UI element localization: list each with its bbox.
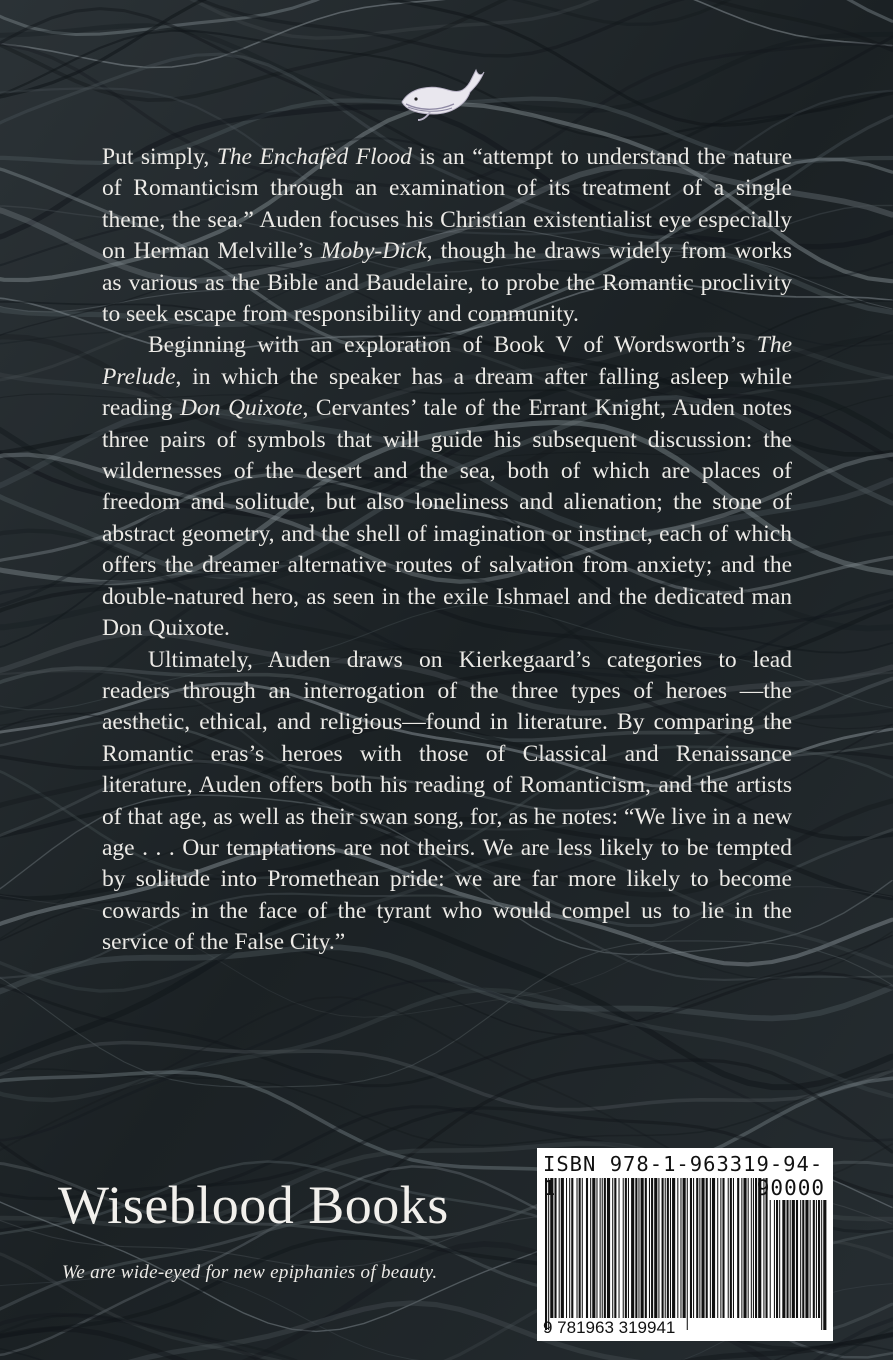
barcode-bar bbox=[779, 1200, 780, 1318]
description-text bbox=[102, 142, 792, 959]
barcode-bar bbox=[823, 1200, 826, 1330]
barcode-bar bbox=[816, 1200, 817, 1318]
text-run: , Cervantes’ tale of the Errant Knight, Auden notes three pairs of symbols that will guide his subsequent discussion: the wildernesses of the desert and the sea, both of which are places of freedom and solitude, but also loneliness and alienation; the stone of abstract geometry, and the shell of imagination or instinct, each of which offers the dreamer alternative routes of salvation from anxiety; and the double-natured hero, as seen in the exile Ishmael and the dedicated man Don Quixote. bbox=[102, 395, 792, 642]
barcode-bar bbox=[810, 1200, 811, 1318]
barcode-bar bbox=[802, 1200, 804, 1318]
text-run: , though he draws widely from works as various as the Bible and Baudelaire, to probe the Romantic proclivity to seek escape from responsibility and community. bbox=[102, 238, 792, 328]
italic-title: The Enchafèd Flood bbox=[216, 144, 412, 170]
barcode-bar bbox=[548, 1178, 549, 1330]
paragraph-3 bbox=[102, 645, 792, 959]
barcode-bar bbox=[776, 1200, 778, 1318]
paragraph-1 bbox=[102, 142, 792, 330]
barcode-bar bbox=[545, 1178, 547, 1330]
paragraph-2 bbox=[102, 330, 792, 644]
italic-title: Don Quixote bbox=[180, 395, 303, 422]
barcode-bar bbox=[818, 1200, 820, 1318]
barcode-bar bbox=[782, 1200, 785, 1318]
text-run: Ultimately, Auden draws on Kierkegaard’s categories to lead readers through an interrogation of the three types of heroes —the aesthetic, ethical, and religious—found in literature. By comparing the Romantic eras’s heroes with those of Classical and Renaissance literature, Auden offers both his reading of Romanticism, and the artists of that age, as well as their swan song, for, as he notes: “We live in a new age . . . Our temptations are not theirs. We are less likely to be tempted by solitude into Promethean pride: we are far more likely to become cowards in the face of the tyrant who would compel us to lie in the service of the False City.” bbox=[102, 646, 792, 956]
text-run: is an “attempt to understand the nature of Romanticism through an examination of its treatment of a single theme, the sea.” Auden focuses his Christian existentialist eye especially on Herman Melville’s bbox=[102, 144, 792, 265]
barcode-bar bbox=[687, 1178, 688, 1330]
barcode-bar bbox=[790, 1200, 791, 1318]
barcode-bar bbox=[821, 1200, 822, 1330]
ean-number: 9 781963 319941 bbox=[543, 1318, 676, 1337]
publisher-logo: Wiseblood Books bbox=[58, 1175, 449, 1235]
barcode-bar bbox=[800, 1200, 801, 1318]
text-run: Put simply, bbox=[102, 144, 217, 170]
barcode-bar bbox=[787, 1200, 789, 1318]
barcode-bar bbox=[792, 1200, 795, 1318]
whale-icon bbox=[396, 58, 486, 128]
text-run: Beginning with an exploration of Book V of Wordsworth’s bbox=[148, 332, 757, 359]
barcode-bar bbox=[796, 1200, 798, 1318]
publisher-tagline: We are wide-eyed for new epiphanies of beauty. bbox=[62, 1262, 438, 1283]
italic-title: Moby-Dick bbox=[320, 238, 427, 265]
barcode-bar bbox=[805, 1200, 808, 1318]
barcode-bar bbox=[770, 1200, 771, 1318]
italic-title: The Prelude bbox=[102, 332, 792, 390]
isbn-barcode bbox=[537, 1148, 833, 1341]
price-code: 90000 bbox=[756, 1176, 825, 1200]
barcode-bar bbox=[813, 1200, 815, 1318]
text-run: , in which the speaker has a dream after falling asleep while reading bbox=[102, 363, 792, 422]
isbn-text: ISBN 978-1-963319-94-1 bbox=[543, 1152, 824, 1200]
barcode-bar bbox=[774, 1200, 775, 1318]
